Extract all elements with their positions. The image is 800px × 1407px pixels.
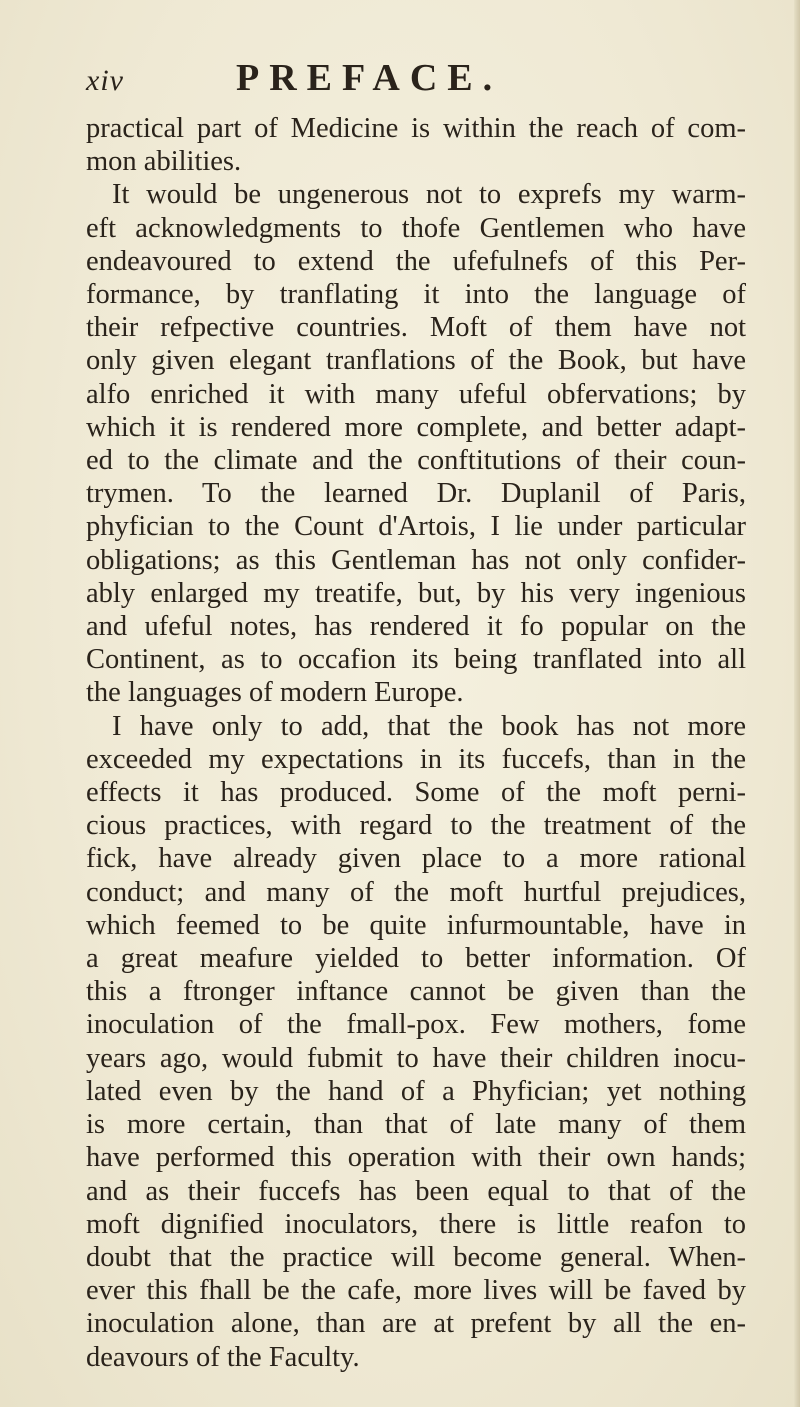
text-line: years ago, would fubmit to have their children inocu- <box>86 1042 746 1074</box>
text-line: phyfician to the Count d'Artois, I lie under particular <box>86 511 746 543</box>
text-line: obligations; as this Gentleman has not only confider- <box>86 544 746 576</box>
text-line: cious practices, with regard to the treatment of the <box>86 810 746 842</box>
text-line: deavours of the Faculty. <box>86 1341 360 1373</box>
text-line: only given elegant tranflations of the Book, but have <box>86 345 746 377</box>
text-line: and as their fuccefs has been equal to that of the <box>86 1175 746 1207</box>
text-line: effects it has produced. Some of the moft perni- <box>86 777 746 809</box>
page-edge <box>794 0 800 1407</box>
text-line: conduct; and many of the moft hurtful prejudices, <box>86 876 746 908</box>
text-line: their refpective countries. Moft of them have not <box>86 312 746 344</box>
text-line: eft acknowledgments to thofe Gentlemen who have <box>86 212 746 244</box>
text-line: which feemed to be quite infurmountable, have in <box>86 909 746 941</box>
text-line: inoculation alone, than are at prefent by all the en- <box>86 1308 746 1340</box>
page-header <box>86 56 746 106</box>
page-number: xiv <box>86 64 124 97</box>
text-line: I have only to add, that the book has not more <box>112 710 746 742</box>
text-line: the languages of modern Europe. <box>86 677 464 709</box>
text-line: this a ftronger inftance cannot be given than the <box>86 976 746 1008</box>
body-text <box>86 112 746 1374</box>
text-line: endeavoured to extend the ufefulnefs of this Per- <box>86 245 746 277</box>
text-line: fick, have already given place to a more rational <box>86 843 746 875</box>
text-line: Continent, as to occafion its being tranflated into all <box>86 644 746 676</box>
text-line: It would be ungenerous not to exprefs my warm- <box>112 179 746 211</box>
text-line: inoculation of the fmall-pox. Few mothers, fome <box>86 1009 746 1041</box>
text-line: moft dignified inoculators, there is little reafon to <box>86 1208 746 1240</box>
text-line: trymen. To the learned Dr. Duplanil of Paris, <box>86 478 746 510</box>
text-line: and ufeful notes, has rendered it fo popular on the <box>86 611 746 643</box>
text-line: which it is rendered more complete, and better adapt- <box>86 411 746 443</box>
text-line: lated even by the hand of a Phyfician; yet nothing <box>86 1075 746 1107</box>
text-line: exceeded my expectations in its fuccefs, than in the <box>86 743 746 775</box>
text-line: mon abilities. <box>86 146 242 178</box>
text-line: doubt that the practice will become general. When- <box>86 1241 746 1273</box>
text-line: is more certain, than that of late many of them <box>86 1109 746 1141</box>
text-line: have performed this operation with their own hands; <box>86 1142 746 1174</box>
running-head: PREFACE. <box>236 57 503 99</box>
text-line: formance, by tranflating it into the language of <box>86 279 746 311</box>
text-line: ed to the climate and the conftitutions of their coun- <box>86 445 746 477</box>
text-line: alfo enriched it with many ufeful obfervations; by <box>86 378 746 410</box>
text-line: practical part of Medicine is within the reach of com- <box>86 113 746 144</box>
text-line: a great meafure yielded to better information. Of <box>86 943 746 975</box>
text-line: ably enlarged my treatife, but, by his very ingenious <box>86 577 746 609</box>
text-line: ever this fhall be the cafe, more lives will be faved by <box>86 1275 746 1307</box>
